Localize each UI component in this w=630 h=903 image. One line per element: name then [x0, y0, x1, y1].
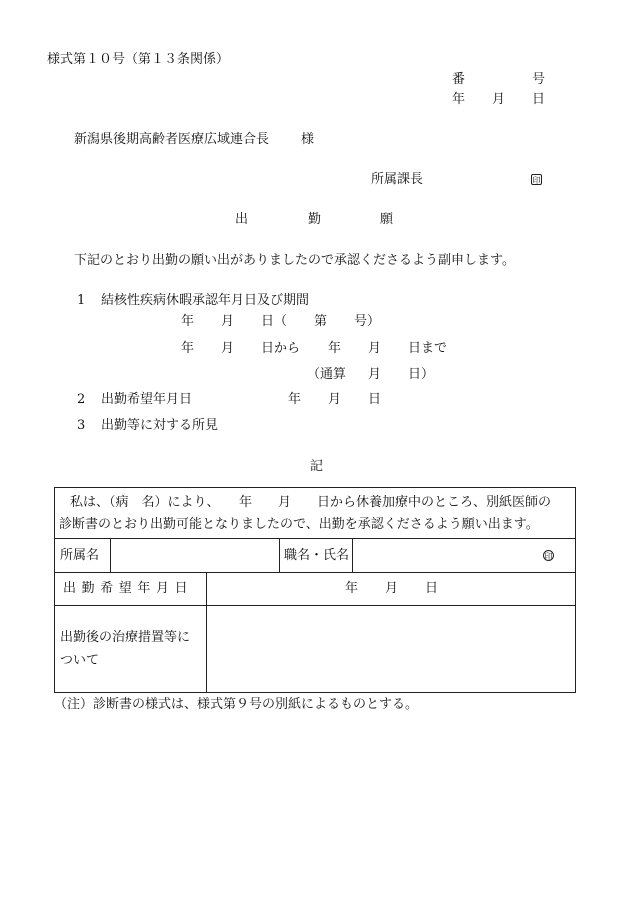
- note: （注）診断書の様式は、様式第９号の別紙によるものとする。: [54, 697, 419, 712]
- item1-b-year: 年: [181, 341, 195, 356]
- item1-b-year2: 年: [328, 341, 342, 356]
- desired-date-month: 月: [385, 581, 399, 596]
- table-line-3: [54, 605, 576, 606]
- item1-b-from: 日から: [261, 341, 301, 356]
- desired-date-label: 出勤希望年月日: [63, 581, 194, 596]
- table-vline-name-right: [352, 538, 353, 572]
- item2-month: 月: [328, 392, 342, 407]
- intro-text: 下記のとおり出勤の願い出がありましたので承認くださるよう副申します。: [74, 253, 515, 268]
- name-label: 職名・氏名: [284, 548, 350, 563]
- date-year: 年: [452, 92, 466, 107]
- item1-label: 結核性疾病休暇承認年月日及び期間: [101, 293, 310, 308]
- item1-a-day: 日（: [261, 314, 288, 329]
- item1-a-dai: 第: [314, 314, 328, 329]
- item1-b-month2: 月: [368, 341, 382, 356]
- addressee: 新潟県後期高齢者医療広域連合長: [74, 132, 270, 147]
- sender: 所属課長: [371, 172, 424, 187]
- item1-c-tsusan: （通算: [307, 367, 347, 382]
- item1-c-month: 月: [368, 367, 382, 382]
- table-vline-lower: [206, 572, 207, 693]
- seal-mark-sender: 印: [532, 176, 541, 185]
- ki-heading: 記: [310, 459, 324, 474]
- affiliation-value[interactable]: [114, 541, 276, 569]
- treatment-value[interactable]: [210, 608, 572, 690]
- title-char-2: 勤: [308, 212, 322, 227]
- item1-b-month: 月: [221, 341, 235, 356]
- item2-year: 年: [288, 392, 302, 407]
- treatment-label-1: 出勤後の治療措置等に: [60, 630, 191, 645]
- date-day: 日: [532, 92, 546, 107]
- affiliation-label: 所属名: [60, 548, 100, 563]
- desired-date-year: 年: [345, 581, 359, 596]
- item2-num: 2: [77, 392, 86, 407]
- table-vline-name-left: [279, 538, 280, 572]
- item1-b-until: 日まで: [408, 341, 448, 356]
- item3-num: 3: [77, 418, 86, 433]
- name-value[interactable]: [356, 541, 524, 569]
- statement-line-2: 診断書のとおり出勤可能となりましたので、出勤を承認くださるよう願い出ます。: [59, 517, 539, 532]
- item1-num: 1: [77, 293, 86, 308]
- item1-a-year: 年: [181, 314, 195, 329]
- date-month: 月: [492, 92, 506, 107]
- title-char-3: 願: [380, 212, 394, 227]
- item1-a-month: 月: [221, 314, 235, 329]
- form-id: 様式第１０号（第１３条関係）: [47, 52, 230, 67]
- item3-label: 出勤等に対する所見: [101, 418, 219, 433]
- treatment-label-2: ついて: [60, 653, 100, 668]
- table-line-2: [54, 572, 576, 573]
- item2-day: 日: [368, 392, 382, 407]
- desired-date-day: 日: [425, 581, 439, 596]
- statement-line-1: 私は、（病 名）により、 年 月 日から休養加療中のところ、別紙医師の: [70, 495, 552, 510]
- number-ban: 番: [452, 72, 466, 87]
- title-char-1: 出: [235, 212, 249, 227]
- seal-mark-applicant: 印: [544, 552, 553, 561]
- number-go: 号: [532, 72, 546, 87]
- table-vline-affiliation: [110, 538, 111, 572]
- item1-c-day: 日）: [408, 367, 435, 382]
- item1-a-go: 号）: [354, 314, 381, 329]
- addressee-suffix: 様: [301, 132, 315, 147]
- item2-label: 出勤希望年月日: [101, 392, 193, 407]
- table-line-1: [54, 538, 576, 539]
